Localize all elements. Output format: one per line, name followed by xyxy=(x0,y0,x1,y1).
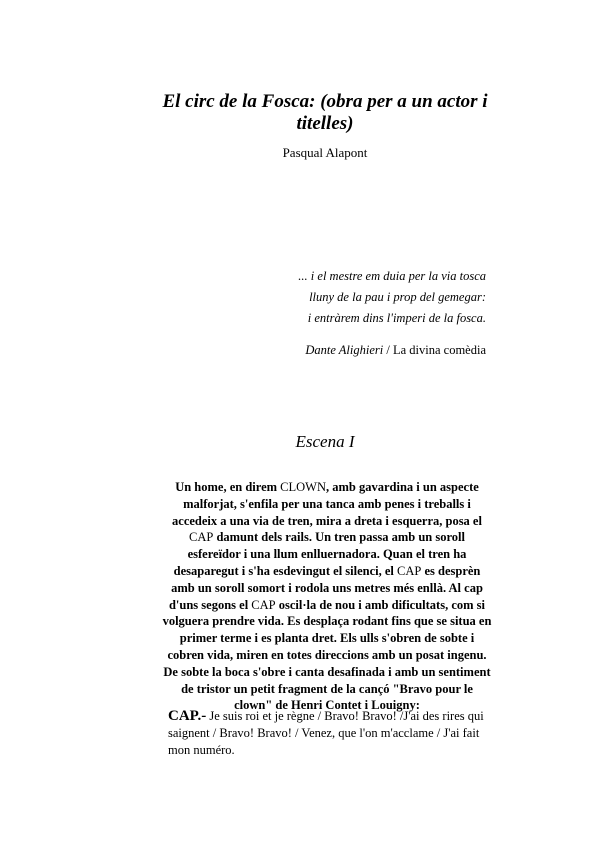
citation-work: La divina comèdia xyxy=(392,343,486,357)
citation-author: Dante Alighieri xyxy=(305,343,384,357)
character-name: CAP xyxy=(397,563,422,578)
stage-text: Un home, en direm xyxy=(175,480,281,494)
stage-text: es desprèn amb un soroll somort i rodola uns metres més enllà. Al cap d'uns segons el xyxy=(168,563,483,612)
epigraph-line: i entràrem dins l'imperi de la fosca. xyxy=(307,311,486,325)
speaker-name: CAP.- xyxy=(168,708,207,724)
character-name: CLOWN xyxy=(280,480,326,494)
document-title: El circ de la Fosca: (obra per a un actor i titelles) xyxy=(162,91,488,134)
citation-separator: / xyxy=(383,343,393,357)
epigraph-line: lluny de la pau i prop del gemegar: xyxy=(309,290,486,304)
stage-text: , amb gavardina i un aspecte malforjat, s'enfila per una tanca amb penes i treballs i accedeix a una via de tren, mira a dreta i esquerra, posa el xyxy=(172,480,482,528)
character-name: CAP xyxy=(188,530,214,545)
epigraph xyxy=(290,266,486,359)
dialogue-line xyxy=(168,708,498,759)
stage-text: oscil·la de nou i amb dificultats, com si volguera prendre vida. Es desplaça rodant fins que se situa en primer terme i es planta dret. Els ulls s'obren de sobte i cobren vida, miren en totes direccions amb un posat ingenu. De sobte la boca s'obre i canta desafinada i amb un sentiment de tristor un petit fragment de la cançó "Bravo pour le clown" de Henri Contet i Louigny: xyxy=(162,597,492,713)
character-name: CAP xyxy=(251,597,276,612)
scene-heading: Escena I xyxy=(295,432,355,451)
stage-text: damunt dels rails. Un tren passa amb un soroll esfereïdor i una llum enlluernadora. Quan el tren ha desaparegut i s'ha esdevingut el silenci, el xyxy=(173,530,467,578)
epigraph-citation xyxy=(290,341,486,359)
author-name: Pasqual Alapont xyxy=(282,145,368,160)
epigraph-line: ... i el mestre em duia per la via tosca xyxy=(298,269,486,283)
dialogue-text: Je suis roi et je règne / Bravo! Bravo! /J'ai des rires qui saignent / Bravo! Bravo! / Venez, que l'on m'acclame / J'ai fait mon numéro. xyxy=(168,709,484,757)
stage-direction xyxy=(162,479,492,714)
